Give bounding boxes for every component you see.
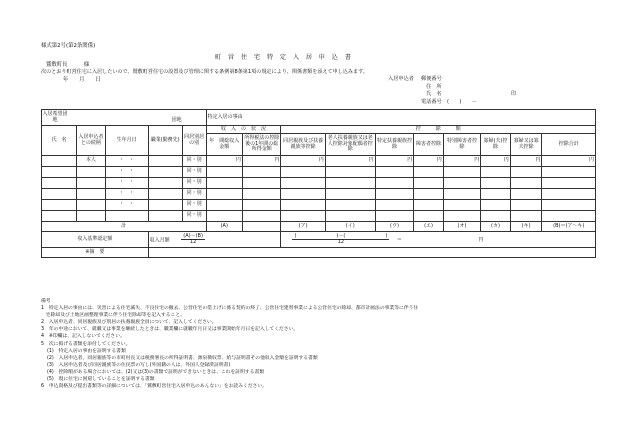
- value-cell[interactable]: [510, 211, 542, 222]
- value-cell[interactable]: [242, 189, 281, 200]
- value-cell[interactable]: [510, 178, 542, 189]
- total-row: [42, 222, 596, 232]
- formula-numerator: (A)－(B): [183, 232, 203, 239]
- value-cell[interactable]: [481, 178, 511, 189]
- value-cell[interactable]: [510, 167, 542, 178]
- value-cell[interactable]: [542, 211, 596, 222]
- value-cell[interactable]: [414, 211, 444, 222]
- note-line: (1) 特定入居の事由を証明する書類: [47, 348, 126, 354]
- value-cell[interactable]: [481, 211, 511, 222]
- letter-o: (オ): [443, 222, 480, 232]
- cohab-column-header: 同居別居の別: [182, 126, 206, 156]
- name-cell[interactable]: [42, 167, 77, 178]
- value-cell[interactable]: [510, 189, 542, 200]
- value-cell[interactable]: [281, 167, 325, 178]
- deduction-header: 特別障害者控除: [443, 134, 480, 156]
- letter-ki: (キ): [510, 222, 542, 232]
- value-cell[interactable]: [206, 167, 242, 178]
- value-cell[interactable]: [414, 189, 444, 200]
- value-cell[interactable]: [281, 211, 325, 222]
- value-cell[interactable]: [281, 200, 325, 211]
- phone-label: 電話番号 ( ) －: [421, 99, 477, 105]
- cohab-cell[interactable]: 同・別: [182, 189, 206, 200]
- birth-cell[interactable]: ・ ・: [105, 200, 148, 211]
- job-cell[interactable]: [148, 167, 182, 178]
- value-cell[interactable]: [443, 178, 480, 189]
- value-cell[interactable]: [510, 200, 542, 211]
- deduction-header: 障害者控除: [414, 134, 444, 156]
- table-row: [42, 211, 596, 222]
- note-line: 宅除却及び土地区画整理事業に伴う住宅除却等を記入すること。: [41, 313, 185, 319]
- value-cell[interactable]: [281, 178, 325, 189]
- name-cell[interactable]: [42, 200, 77, 211]
- value-cell[interactable]: [242, 200, 281, 211]
- note-line: 1 特定入居の事由には、災害による住宅滅失、不良住宅の撤去、公営住宅の借上げに係る契約の終了、公営住宅建替事業による公営住宅の除却、都市計画法の事業等に伴う住: [41, 306, 419, 312]
- value-cell[interactable]: [375, 200, 414, 211]
- memo-row: [42, 248, 596, 258]
- value-cell[interactable]: [325, 167, 375, 178]
- note-line: (5) 現に住宅に困窮していることを証明する書類: [47, 377, 155, 383]
- job-cell[interactable]: [148, 178, 182, 189]
- value-cell[interactable]: [206, 178, 242, 189]
- letter-a2: (ア): [281, 222, 325, 232]
- reason-field[interactable]: [206, 110, 595, 126]
- yen-cell[interactable]: 円: [242, 156, 281, 167]
- annual-income-header: 年 間総収入金額: [206, 134, 242, 156]
- yen-cell[interactable]: 円: [325, 156, 375, 167]
- deduction-header: 同居親族及び扶養親族等控除: [281, 134, 325, 156]
- value-cell[interactable]: [542, 200, 596, 211]
- deduction-group-header: 控 除 額: [281, 126, 596, 134]
- form-number: 様式第2号(第2条関係): [41, 43, 96, 49]
- danchi-label: 団地: [171, 116, 182, 123]
- notes-title: 備考: [41, 299, 51, 304]
- memo-label: ※摘 要: [42, 248, 149, 258]
- housing-label: 入居希望団地: [42, 111, 68, 123]
- application-date: 年 月 日: [63, 77, 101, 83]
- value-cell[interactable]: [206, 189, 242, 200]
- calc-denominator: 12: [337, 239, 345, 245]
- yen-result: 円: [478, 237, 484, 243]
- deduction-header: 控除合計: [542, 134, 596, 156]
- yen-cell[interactable]: 円: [510, 156, 542, 167]
- relation-column-header: 入居申込者との続柄: [77, 126, 105, 156]
- value-cell[interactable]: [542, 178, 596, 189]
- yen-cell[interactable]: 円: [542, 156, 596, 167]
- birth-cell[interactable]: [105, 211, 148, 222]
- cohab-cell[interactable]: 同・別: [182, 167, 206, 178]
- birth-cell[interactable]: ・ ・: [105, 178, 148, 189]
- value-cell[interactable]: [542, 167, 596, 178]
- value-cell[interactable]: [481, 167, 511, 178]
- value-cell[interactable]: [481, 200, 511, 211]
- taxable-income-header: 所得税法の控除後の1年間の総所得金額: [242, 134, 281, 156]
- name-cell[interactable]: [42, 178, 77, 189]
- relation-cell[interactable]: [77, 189, 105, 200]
- relation-cell[interactable]: [77, 178, 105, 189]
- letter-i: (イ): [325, 222, 375, 232]
- value-cell[interactable]: [206, 211, 242, 222]
- value-cell[interactable]: [375, 211, 414, 222]
- job-cell[interactable]: [148, 189, 182, 200]
- relation-cell[interactable]: [77, 211, 105, 222]
- name-label: 氏 名: [426, 91, 442, 97]
- criteria-row: [42, 232, 596, 248]
- value-cell[interactable]: [414, 200, 444, 211]
- name-cell[interactable]: [42, 211, 77, 222]
- note-line: 6 申込資格及び提出書類等の詳細については、「鷲敷町営住宅入居申込のあんない」をお読みください。: [41, 384, 268, 390]
- income-group-header: 収 入 の 状 況: [206, 126, 281, 134]
- seal-mark: 印: [511, 91, 517, 97]
- name-column-header: 氏 名: [42, 126, 77, 156]
- total-label: 計: [42, 222, 207, 232]
- cohab-cell[interactable]: 同・別: [182, 156, 206, 167]
- table-row: [42, 156, 596, 167]
- deduction-header: 老人扶養親族又は老人控除対象配偶者控除: [325, 134, 375, 156]
- deduction-header: 寡婦(夫)控除: [481, 134, 511, 156]
- letter-ka: (カ): [481, 222, 511, 232]
- letter-e: (エ): [414, 222, 444, 232]
- relation-cell[interactable]: [77, 200, 105, 211]
- value-cell[interactable]: [542, 189, 596, 200]
- value-cell[interactable]: [375, 189, 414, 200]
- birth-cell[interactable]: ・ ・: [105, 167, 148, 178]
- letter-b: (B)＝(ア～キ): [542, 222, 596, 232]
- value-cell[interactable]: [443, 167, 480, 178]
- cohab-cell[interactable]: 同・別: [182, 211, 206, 222]
- monthly-label: 収入月額: [149, 237, 170, 243]
- value-cell[interactable]: [443, 189, 480, 200]
- job-cell[interactable]: [148, 200, 182, 211]
- job-cell[interactable]: [148, 156, 182, 167]
- table-row: [42, 200, 596, 211]
- cohab-cell[interactable]: 同・別: [182, 178, 206, 189]
- value-cell[interactable]: [375, 167, 414, 178]
- value-cell[interactable]: [443, 200, 480, 211]
- value-cell[interactable]: [242, 167, 281, 178]
- value-cell[interactable]: [242, 178, 281, 189]
- value-cell[interactable]: [375, 178, 414, 189]
- note-line: (4) 控除額がある場合においては、(2)又は(3)の書類で証明ができないときは、これを証明する書類: [47, 369, 265, 375]
- job-cell[interactable]: [148, 211, 182, 222]
- value-cell[interactable]: [206, 200, 242, 211]
- note-line: 4 ※印欄は、記入しないでください。: [41, 334, 125, 340]
- note-line: (3) 入居申込者及び同居親族等の住民票の写し(外国籍の人は、外国人登録済証明書): [47, 362, 231, 368]
- value-cell[interactable]: [481, 189, 511, 200]
- letter-u: (ウ): [375, 222, 414, 232]
- income-calc-field[interactable]: [281, 232, 596, 248]
- value-cell[interactable]: [281, 189, 325, 200]
- form-title: 町 営 住 宅 特 定 入 居 申 込 書: [215, 54, 352, 61]
- yen-cell[interactable]: 円: [443, 156, 480, 167]
- reason-label: 特定入居の事由: [207, 113, 243, 120]
- birth-column-header: 生年月日: [105, 126, 148, 156]
- birth-cell[interactable]: ・ ・: [105, 189, 148, 200]
- value-cell[interactable]: [325, 189, 375, 200]
- yen-cell[interactable]: 円: [206, 156, 242, 167]
- address-label: 住 所: [426, 84, 442, 90]
- yen-cell[interactable]: 円: [281, 156, 325, 167]
- note-line: 2 入居申込者、同居親族及び別居の扶養親族全員について、記入してください。: [41, 320, 217, 326]
- addressee: 鷲敷町長 様: [46, 62, 90, 68]
- value-cell[interactable]: [443, 211, 480, 222]
- value-cell[interactable]: [242, 211, 281, 222]
- intro-text: 次のとおり町営住宅に入居したいので、鷲敷町営住宅の設置及び管理に関する条例第8条第1項の規定により、関係書類を添えて申し込みます。: [41, 69, 368, 75]
- letter-a: (A): [206, 222, 242, 232]
- notes-section: [41, 298, 601, 390]
- applicant-label: 入居申込者: [388, 76, 414, 82]
- relation-cell[interactable]: [77, 167, 105, 178]
- yen-cell[interactable]: 円: [375, 156, 414, 167]
- table-row: [42, 189, 596, 200]
- note-line: 5 次に掲げる書類を添付してください。: [41, 341, 131, 347]
- name-cell[interactable]: [42, 156, 77, 167]
- value-cell[interactable]: [414, 178, 444, 189]
- equals-sign: ＝: [396, 237, 402, 243]
- table-row: [42, 178, 596, 189]
- postal-label: 郵便番号: [421, 76, 442, 82]
- criteria-label: 収入基準認定額: [42, 232, 149, 248]
- value-cell[interactable]: [414, 167, 444, 178]
- letter-cell: [242, 222, 281, 232]
- self-label: 本人: [77, 156, 105, 167]
- value-cell[interactable]: [325, 211, 375, 222]
- cohab-cell[interactable]: 同・別: [182, 200, 206, 211]
- yen-cell[interactable]: 円: [481, 156, 511, 167]
- calc-numerator: ( )－( ): [294, 232, 388, 239]
- formula-denominator: 12: [189, 239, 197, 245]
- job-column-header: 職業(勤務先): [148, 126, 182, 156]
- deduction-header: 特定扶養親族控除: [375, 134, 414, 156]
- note-line: 3 年の中途において、就職又は事業を継続したときは、職業欄に就職年月日又は事業開始年月日を記入してください。: [41, 327, 299, 333]
- deduction-header: 寡婦又は寡夫控除: [510, 134, 542, 156]
- yen-cell[interactable]: 円: [414, 156, 444, 167]
- name-cell[interactable]: [42, 189, 77, 200]
- memo-field[interactable]: [148, 248, 595, 258]
- birth-cell[interactable]: ・ ・: [105, 156, 148, 167]
- table-row: [42, 167, 596, 178]
- note-line: (2) 入居申込者、同居親族等の市町村長又は税務署長の所得証明書、源泉徴収票、給与証明書その他収入金額を証明する書類: [47, 355, 318, 361]
- application-table: [41, 109, 596, 258]
- value-cell[interactable]: [325, 200, 375, 211]
- value-cell[interactable]: [325, 178, 375, 189]
